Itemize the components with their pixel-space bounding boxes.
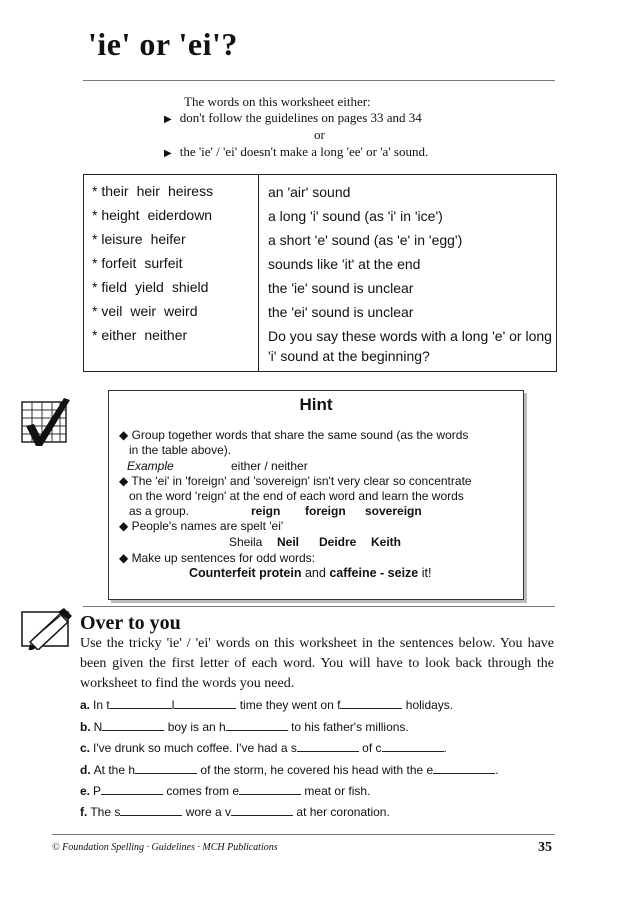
word: * leisure (92, 231, 143, 247)
table-row-words (92, 183, 221, 199)
sentence-text: to his father's millions. (291, 720, 409, 734)
table-row-words (92, 327, 195, 343)
hint-bullet-3: ◆ People's names are spelt 'ei' (119, 519, 284, 533)
sentence-text: l (171, 698, 175, 712)
sentence-text: of the storm, he covered his head with the e (200, 763, 434, 777)
hint-bullet-3-text: People's names are spelt 'ei' (131, 519, 284, 533)
name-word: Sheila (229, 535, 263, 549)
hint-bullet-4: ◆ Make up sentences for odd words: (119, 551, 315, 565)
hint-bullet-4-text: Make up sentences for odd words: (131, 551, 315, 565)
answer-blank[interactable] (110, 698, 172, 709)
answer-blank[interactable] (382, 741, 444, 752)
odd-bold-2: caffeine - seize (329, 566, 419, 580)
sentence-label: b. (80, 720, 91, 734)
sentence-a (80, 698, 453, 712)
table-row-desc: a long 'i' sound (as 'i' in 'ice') (268, 208, 443, 224)
word: heifer (150, 231, 186, 247)
sentence-text: The s (90, 805, 121, 819)
sentence-text: time they went on f (239, 698, 341, 712)
word: * forfeit (92, 255, 137, 271)
hint-bullet-1: ◆ Group together words that share the same sound (as the words (119, 428, 469, 442)
group-word: reign (251, 504, 281, 518)
example-words: either / neither (231, 459, 308, 473)
answer-blank[interactable] (297, 741, 359, 752)
hint-bullet-2: ◆ The 'ei' in 'foreign' and 'sovereign' isn't very clear so concentrate (119, 474, 472, 488)
hint-bullet-2-cont: as a group. (129, 504, 190, 518)
word: shield (171, 279, 209, 295)
name-word: Keith (371, 535, 401, 549)
words-table (83, 174, 557, 372)
intro-bullet-2 (164, 144, 428, 160)
sentence-text: In t (93, 698, 110, 712)
arrow-icon: ▶ (164, 148, 172, 159)
answer-blank[interactable] (433, 763, 495, 774)
footer-credit: © Foundation Spelling · Guidelines · MCH Publications (52, 842, 278, 853)
sentence-e (80, 784, 370, 798)
sentence-text: . (443, 741, 447, 755)
intro-bullet-1-text: don't follow the guidelines on pages 33 and 34 (179, 110, 422, 125)
hint-bullet-2-cont: on the word 'reign' at the end of each word and learn the words (129, 489, 464, 503)
intro-bullet-2-text: the 'ie' / 'ei' doesn't make a long 'ee' or 'a' sound. (179, 144, 429, 159)
pen-writing-icon (20, 608, 74, 650)
word: surfeit (144, 255, 183, 271)
title-rule (83, 80, 555, 81)
word: * veil (92, 303, 123, 319)
answer-blank[interactable] (102, 720, 164, 731)
sentence-d (80, 763, 499, 777)
sentence-label: f. (80, 805, 88, 819)
group-word: foreign (305, 504, 346, 518)
table-row-words (92, 255, 190, 271)
word: * field (92, 279, 128, 295)
word: weird (164, 303, 198, 319)
page-number: 35 (538, 840, 552, 855)
intro-line: The words on this worksheet either: (184, 94, 371, 109)
odd-words-sentence (189, 566, 431, 580)
word: * either (92, 327, 137, 343)
table-row-desc: the 'ei' sound is unclear (268, 304, 414, 320)
answer-blank[interactable] (101, 784, 163, 795)
group-word: sovereign (365, 504, 422, 518)
sentence-text: . (495, 763, 499, 777)
section-rule (83, 606, 555, 607)
answer-blank[interactable] (135, 763, 197, 774)
word: eiderdown (147, 207, 213, 223)
sentence-c (80, 741, 447, 755)
sentence-label: c. (80, 741, 91, 755)
over-to-you-title: Over to you (80, 612, 181, 634)
answer-blank[interactable] (226, 720, 288, 731)
answer-blank[interactable] (174, 698, 236, 709)
answer-blank[interactable] (239, 784, 301, 795)
odd-end: it! (421, 566, 432, 580)
sentence-text: P (93, 784, 102, 798)
sentence-label: a. (80, 698, 91, 712)
example-label: Example (127, 459, 174, 473)
hint-title: Hint (299, 395, 333, 414)
table-row-desc: sounds like 'it' at the end (268, 256, 421, 272)
word: neither (144, 327, 188, 343)
sentence-text: of c (362, 741, 382, 755)
hint-box (108, 390, 524, 600)
sentence-text: N (93, 720, 103, 734)
footer-rule (52, 834, 555, 835)
sentence-text: holidays. (405, 698, 454, 712)
hint-bullet-1-cont: in the table above). (129, 443, 232, 457)
sentence-label: e. (80, 784, 91, 798)
word: yield (135, 279, 164, 295)
odd-and: and (304, 566, 326, 580)
table-row-words (92, 231, 194, 247)
sentence-text: At the h (93, 763, 136, 777)
sentence-text: meat or fish. (304, 784, 371, 798)
name-word: Neil (277, 535, 300, 549)
sentence-text: boy is an h (167, 720, 226, 734)
hint-bullet-1-text: Group together words that share the same sound (as the words (131, 428, 469, 442)
table-divider (258, 175, 259, 371)
table-row-words (92, 303, 206, 319)
odd-bold: Counterfeit protein (189, 566, 302, 580)
table-row-desc: the 'ie' sound is unclear (268, 280, 414, 296)
table-row-desc: a short 'e' sound (as 'e' in 'egg') (268, 232, 463, 248)
sentence-text: at her coronation. (296, 805, 390, 819)
sentence-b (80, 720, 409, 734)
word: heir (136, 183, 160, 199)
table-row-desc: Do you say these words with a long 'e' or long 'i' sound at the beginning? (268, 328, 552, 364)
answer-blank[interactable] (340, 698, 402, 709)
sentence-text: wore a v (185, 805, 232, 819)
word: * height (92, 207, 140, 223)
answer-blank[interactable] (231, 805, 293, 816)
arrow-icon: ▶ (164, 114, 172, 125)
word: * their (92, 183, 129, 199)
sentence-text: I've drunk so much coffee. I've had a s (93, 741, 297, 755)
intro-or: or (314, 127, 325, 142)
sentence-text: comes from e (166, 784, 240, 798)
answer-blank[interactable] (120, 805, 182, 816)
word: weir (130, 303, 157, 319)
hint-bullet-2-text: The 'ei' in 'foreign' and 'sovereign' isn't very clear so concentrate (131, 474, 472, 488)
word: heiress (167, 183, 214, 199)
sentence-label: d. (80, 763, 91, 777)
page-title: 'ie' or 'ei'? (88, 26, 238, 62)
intro-bullet-1 (164, 110, 422, 126)
sentence-f (80, 805, 390, 819)
name-word: Deidre (319, 535, 357, 549)
table-row-words (92, 279, 216, 295)
over-to-you-instructions: Use the tricky 'ie' / 'ei' words on this worksheet in the sentences below. You have been given the first letter of each word. You will have to look back through the worksheet to find the words you need. (80, 636, 554, 691)
table-row-words (92, 207, 220, 223)
checkmark-grid-icon (20, 396, 72, 448)
table-row-desc: an 'air' sound (268, 184, 351, 200)
